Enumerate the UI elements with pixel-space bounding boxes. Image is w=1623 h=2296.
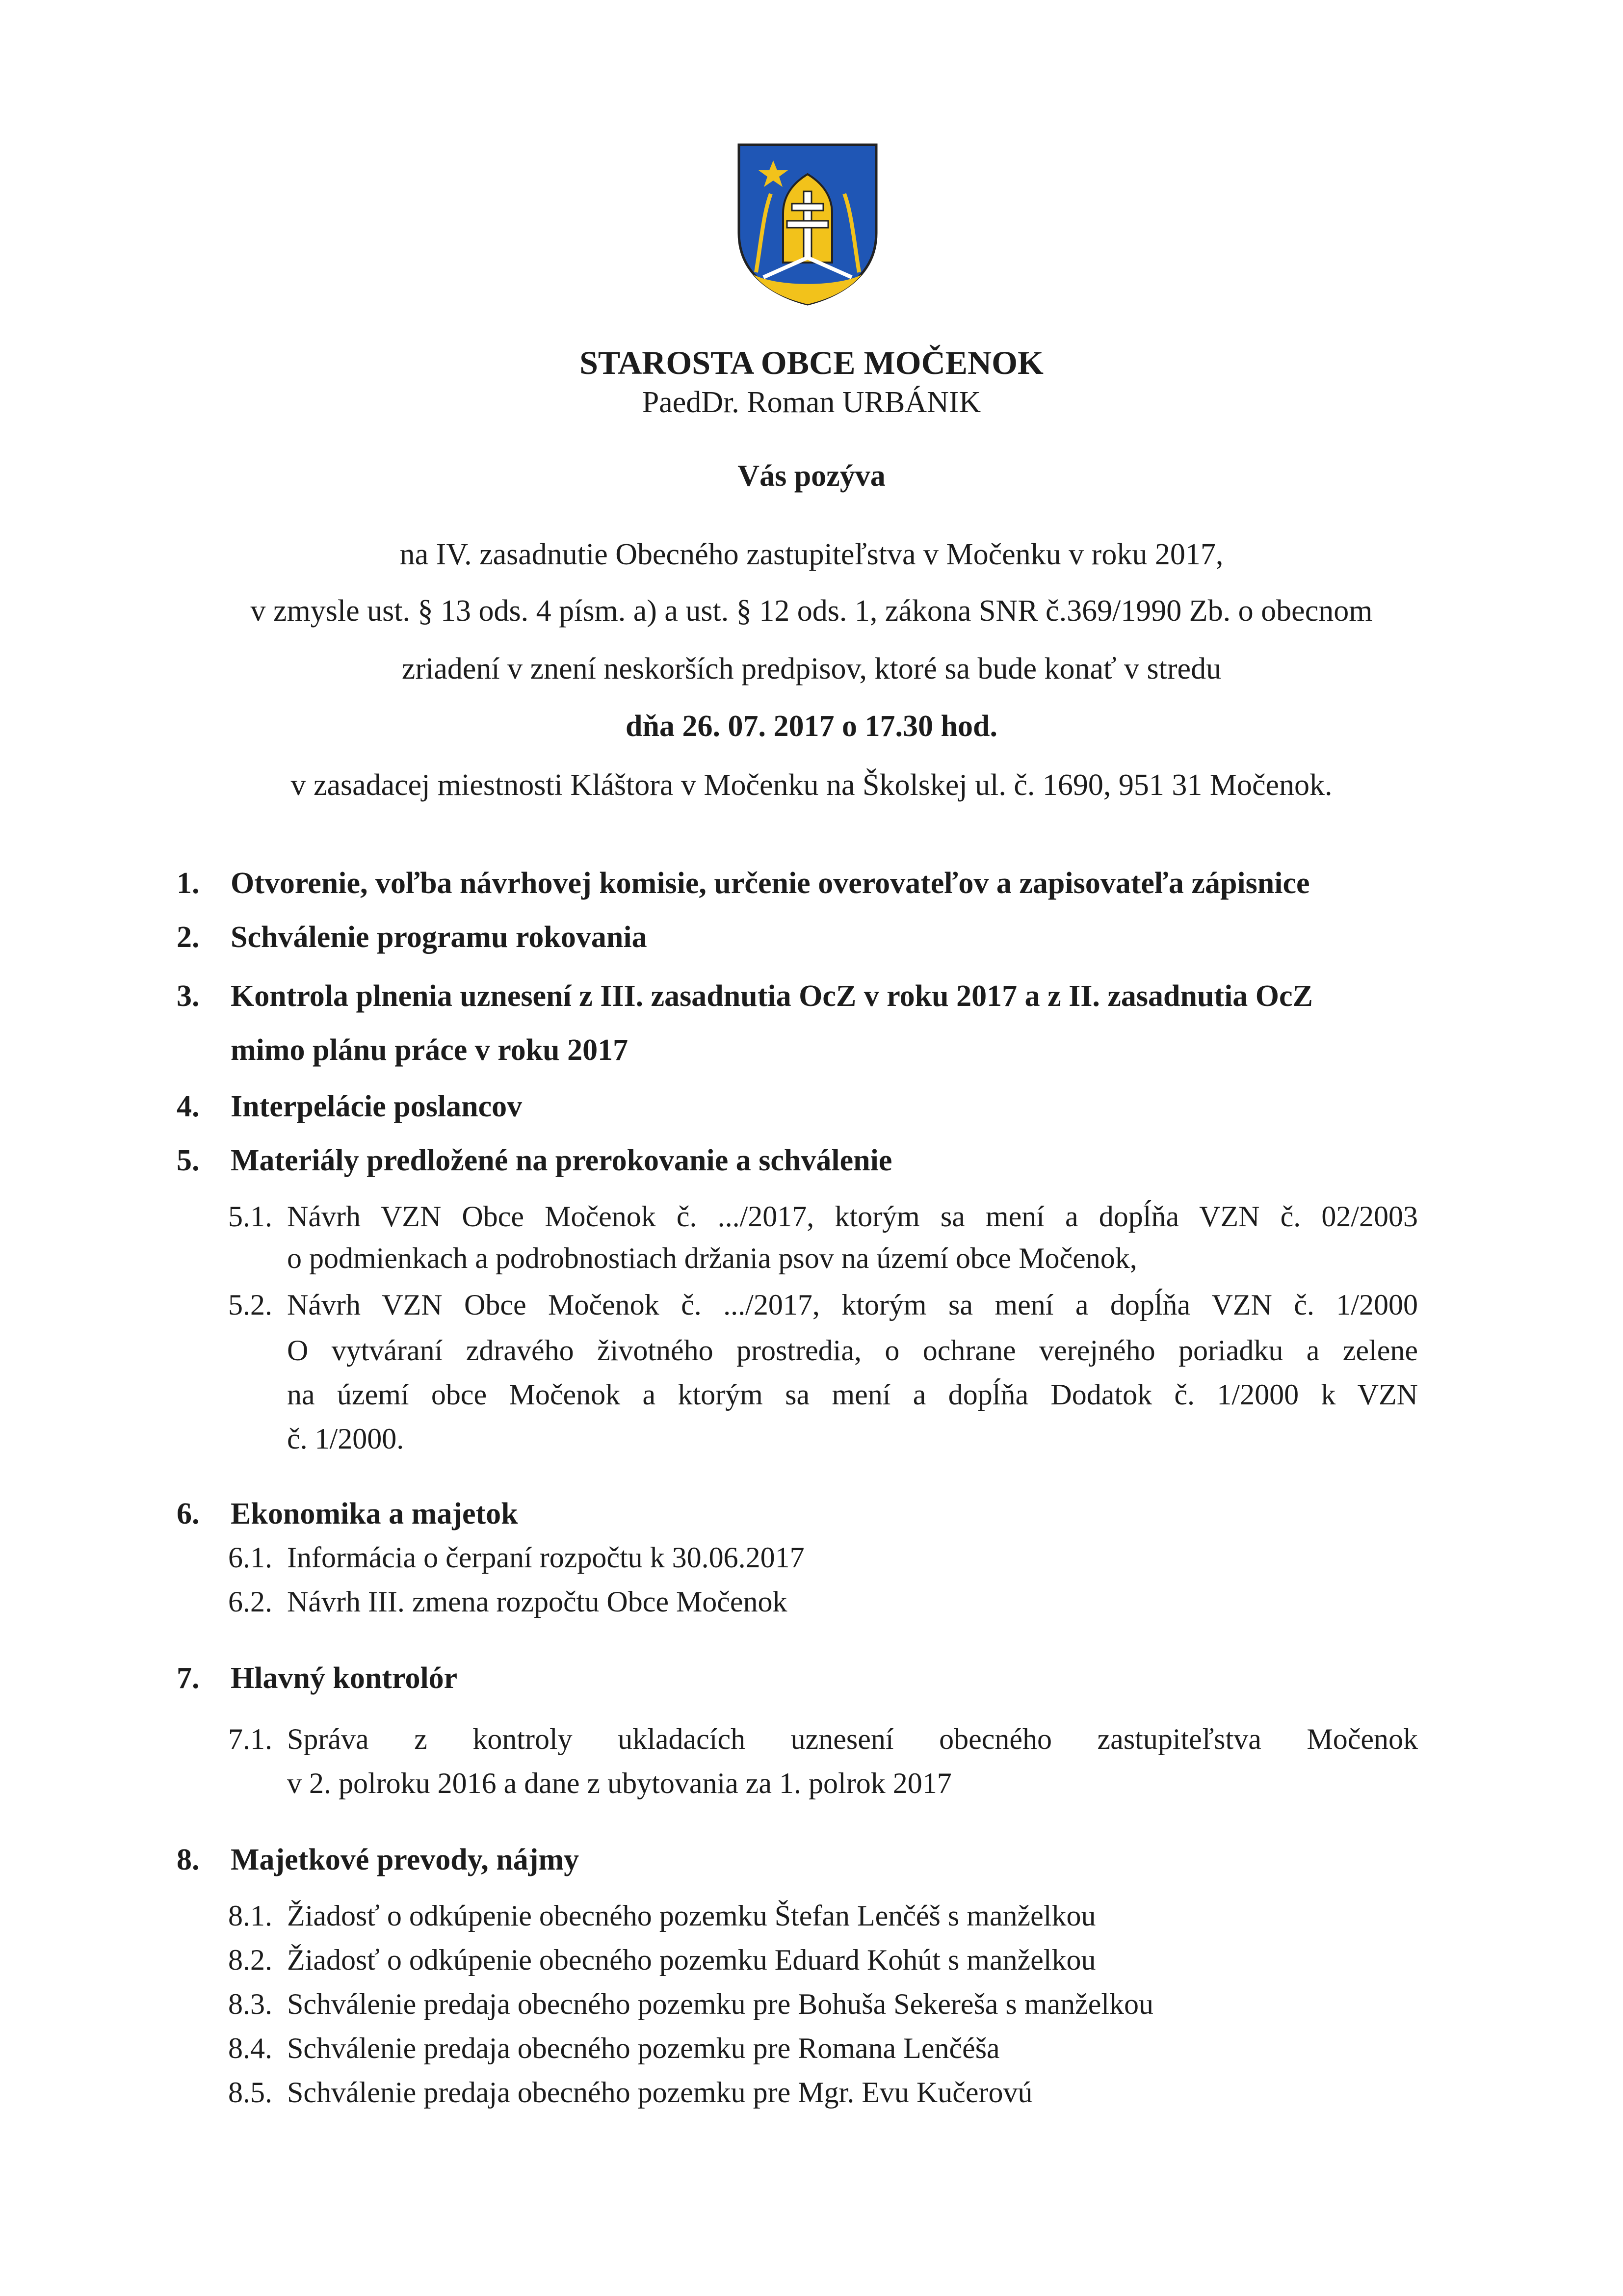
intro-line-3: zriadení v znení neskorších predpisov, ktoré sa bude konať v stredu [401, 652, 1222, 686]
agenda-item-number: 6. [177, 1497, 200, 1531]
sub-item-text: Schválenie predaja obecného pozemku pre Mgr. Evu Kučerovú [287, 2076, 1033, 2109]
sub-item-text: Informácia o čerpaní rozpočtu k 30.06.2017 [287, 1541, 805, 1574]
sub-item-line: č. 1/2000. [287, 1423, 404, 1455]
agenda-item-text-line-2: mimo plánu práce v roku 2017 [231, 1033, 628, 1067]
sub-item-line: Návrh VZN Obce Močenok č. .../2017, ktorým sa mení a dopĺňa VZN č. 1/2000 [287, 1289, 1418, 1321]
sub-item-line: Návrh VZN Obce Močenok č. .../2017, ktorým sa mení a dopĺňa VZN č. 02/2003 [287, 1200, 1418, 1233]
sub-item-number: 8.4. [228, 2032, 272, 2064]
agenda-item-text: Schválenie programu rokovania [231, 921, 647, 954]
sub-item-line: O vytváraní zdravého životného prostredia, o ochrane verejného poriadku a zelene [287, 1334, 1418, 1367]
sub-item-line: Správa z kontroly ukladacích uznesení obecného zastupiteľstva Močenok [287, 1723, 1418, 1755]
agenda-item-text: Majetkové prevody, nájmy [231, 1843, 579, 1876]
sub-item-text: Schválenie predaja obecného pozemku pre Bohuša Sekereša s manželkou [287, 1988, 1154, 2020]
intro-line-1: na IV. zasadnutie Obecného zastupiteľstva v Močenku v roku 2017, [399, 538, 1224, 571]
agenda-item-text: Ekonomika a majetok [231, 1497, 518, 1531]
municipal-coat-of-arms-icon [734, 140, 881, 307]
agenda-item-text: Materiály predložené na prerokovanie a schválenie [231, 1144, 892, 1177]
invitation-heading: Vás pozýva [737, 459, 886, 493]
mayor-name: PaedDr. Roman URBÁNIK [642, 386, 981, 419]
meeting-place: v zasadacej miestnosti Kláštora v Močenku na Školskej ul. č. 1690, 951 31 Močenok. [290, 768, 1333, 802]
sub-item-line: na území obce Močenok a ktorým sa mení a dopĺňa Dodatok č. 1/2000 k VZN [287, 1378, 1418, 1411]
page-title: STAROSTA OBCE MOČENOK [579, 344, 1044, 381]
sub-item-number: 6.1. [228, 1541, 272, 1574]
intro-line-2: v zmysle ust. § 13 ods. 4 písm. a) a ust. § 12 ods. 1, zákona SNR č.369/1990 Zb. o obecnom [250, 594, 1373, 628]
agenda-item-text: Kontrola plnenia uznesení z III. zasadnutia OcZ v roku 2017 a z II. zasadnutia OcZ [231, 979, 1313, 1013]
sub-item-number: 8.1. [228, 1900, 272, 1932]
meeting-date: dňa 26. 07. 2017 o 17.30 hod. [626, 710, 997, 743]
sub-item-number: 7.1. [228, 1723, 272, 1755]
sub-item-line: v 2. polroku 2016 a dane z ubytovania za 1. polrok 2017 [287, 1767, 952, 1799]
agenda-item-number: 3. [177, 979, 200, 1013]
agenda-item-number: 1. [177, 867, 200, 900]
agenda-item-text: Interpelácie poslancov [231, 1090, 523, 1123]
sub-item-text: Žiadosť o odkúpenie obecného pozemku Eduard Kohút s manželkou [287, 1944, 1096, 1976]
agenda-item-number: 8. [177, 1843, 200, 1876]
agenda-item-number: 5. [177, 1144, 200, 1177]
sub-item-line: o podmienkach a podrobnostiach držania psov na území obce Močenok, [287, 1242, 1137, 1274]
sub-item-number: 8.2. [228, 1944, 272, 1976]
double-cross-top-bar [792, 204, 823, 211]
sub-item-number: 8.5. [228, 2076, 272, 2109]
sub-item-number: 6.2. [228, 1585, 272, 1618]
agenda-item-text: Otvorenie, voľba návrhovej komisie, určenie overovateľov a zapisovateľa zápisnice [231, 867, 1310, 900]
sub-item-number: 5.2. [228, 1289, 272, 1321]
agenda-item-number: 4. [177, 1090, 200, 1123]
double-cross-bottom-bar [787, 221, 828, 228]
agenda-item-number: 2. [177, 921, 200, 954]
sub-item-number: 5.1. [228, 1200, 272, 1233]
agenda-item-text: Hlavný kontrolór [231, 1662, 458, 1695]
sub-item-text: Návrh III. zmena rozpočtu Obce Močenok [287, 1585, 787, 1618]
sub-item-number: 8.3. [228, 1988, 272, 2020]
sub-item-text: Schválenie predaja obecného pozemku pre Romana Lenčéša [287, 2032, 1000, 2064]
sub-item-text: Žiadosť o odkúpenie obecného pozemku Štefan Lenčéš s manželkou [287, 1900, 1096, 1932]
agenda-item-number: 7. [177, 1662, 200, 1695]
